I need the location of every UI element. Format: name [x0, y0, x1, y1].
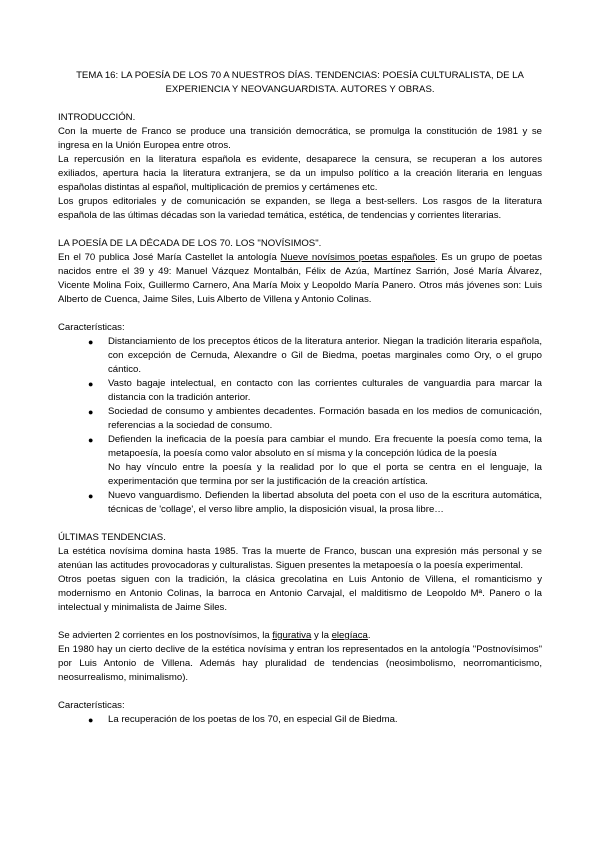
list-item-text: Defienden la ineficacia de la poesía para cambiar el mundo. Era frecuente la poesía como tema, la metapoesía, la poesía como valor absoluto en sí misma y la concepción lúdica de la poesía [108, 434, 542, 459]
list-item [58, 377, 542, 405]
paragraph [58, 251, 542, 307]
paragraph: La repercusión en la literatura española es evidente, desaparece la censura, se recuperan a los autores exiliados, apertura hacia la literatura extranjera, se da un impulso político a la creación literaria en lenguas españolas distintas al español, multiplicación de premios y certámenes etc. [58, 154, 542, 193]
list-item-text: Distanciamiento de los preceptos éticos de la literatura anterior. Niegan la tradición literaria española, con excepción de Cernuda, Alexandre o Gil de Biedma, poetas marginales como Ory, o el grupo cántico. [108, 336, 542, 375]
spacer [58, 307, 542, 321]
spacer [58, 517, 542, 531]
list-item [58, 405, 542, 433]
paragraph: Con la muerte de Franco se produce una transición democrática, se promulga la constitución de 1981 y se ingresa en la Unión Europea entre otros. [58, 126, 542, 151]
list-item-text: Vasto bagaje intelectual, en contacto con las corrientes culturales de vanguardia para marcar la distancia con la tradición anterior. [108, 378, 542, 403]
bullet-icon: ● [88, 407, 94, 417]
bullet-icon: ● [88, 435, 94, 445]
spacer [58, 97, 542, 111]
bullet-icon: ● [88, 715, 94, 725]
paragraph [58, 629, 542, 643]
characteristics-heading: Características: [58, 322, 125, 333]
page-title: TEMA 16: LA POESÍA DE LOS 70 A NUESTROS DÍAS. TENDENCIAS: POESÍA CULTURALISTA, DE LA EXPERIENCIA Y NEOVANGUARDISTA. AUTORES Y OBRAS. [76, 70, 524, 95]
paragraph: En 1980 hay un cierto declive de la estética novísima y entran los representados en la antología "Postnovísimos" por Luis Antonio de Villena. Además hay pluralidad de tendencias (neosimbolismo, neorromanticismo, neosurrealismo, minimalismo). [58, 644, 542, 683]
text-run: En el 70 publica José María Castellet la antología [58, 252, 281, 263]
text-run: . Es un grupo de poetas nacidos entre el 39 y 49: Manuel Vázquez Montalbán, Félix de Azúa, Martínez Sarrión, José María Álvarez, Vicente Molina Foix, Guillermo Carnero, Ana María Moix y Leopoldo María Panero. Otros más jóvenes son: Luis Alberto de Cuenca, Jaime Siles, Luis Alberto de Villena y Antonio Colinas. [58, 252, 542, 305]
text-run: y la [311, 630, 332, 641]
anthology-title: Nueve novísimos poetas españoles [280, 252, 436, 263]
list-item [58, 335, 542, 377]
document-body [58, 69, 542, 727]
text-run: . [367, 630, 371, 641]
list-item [58, 713, 542, 727]
term-elegiaca: elegíaca [331, 630, 368, 641]
section-heading-intro: INTRODUCCIÓN. [58, 112, 136, 123]
bullet-list [58, 335, 542, 517]
bullet-icon: ● [88, 337, 94, 347]
spacer [58, 615, 542, 629]
characteristics-heading: Características: [58, 700, 125, 711]
list-item [58, 489, 542, 517]
list-item-text: La recuperación de los poetas de los 70, en especial Gil de Biedma. [108, 714, 398, 725]
section-heading-novisimos: LA POESÍA DE LA DÉCADA DE LOS 70. LOS "NOVÍSIMOS". [58, 238, 322, 249]
section-heading-ultimas: ÚLTIMAS TENDENCIAS. [58, 532, 166, 543]
bullet-icon: ● [88, 379, 94, 389]
paragraph: Los grupos editoriales y de comunicación se expanden, se llega a best-sellers. Los rasgos de la literatura española de las últimas décadas son la variedad temática, estética, de tendencias y corrientes literarias. [58, 196, 542, 221]
paragraph: Otros poetas siguen con la tradición, la clásica grecolatina en Luis Antonio de Villena, el romanticismo y modernismo en Antonio Colinas, la barroca en Antonio Carvajal, el malditismo de Leopoldo Mª. Panero o la intelectual y minimalista de Jaime Siles. [58, 574, 542, 613]
list-item-text-continued: No hay vínculo entre la poesía y la realidad por lo que el porta se centra en el lenguaje, la experimentación que termina por ser la justificación de la creación artística. [108, 462, 542, 487]
bullet-list [58, 713, 542, 727]
bullet-icon: ● [88, 491, 94, 501]
list-item [58, 433, 542, 489]
text-run: Se advierten 2 corrientes en los postnovísimos, la [58, 630, 273, 641]
list-item-text: Nuevo vanguardismo. Defienden la libertad absoluta del poeta con el uso de la escritura automática, técnicas de 'collage', el verso libre amplio, la disposición visual, la prosa libre… [108, 490, 542, 515]
term-figurativa: figurativa [272, 630, 312, 641]
spacer [58, 223, 542, 237]
paragraph: La estética novísima domina hasta 1985. Tras la muerte de Franco, buscan una expresión más personal y se atenúan las actitudes provocadoras y culturalistas. Siguen presentes la metapoesía o la poesía experimental. [58, 546, 542, 571]
list-item-text: Sociedad de consumo y ambientes decadentes. Formación basada en los medios de comunicación, referencias a la sociedad de consumo. [108, 406, 542, 431]
spacer [58, 685, 542, 699]
